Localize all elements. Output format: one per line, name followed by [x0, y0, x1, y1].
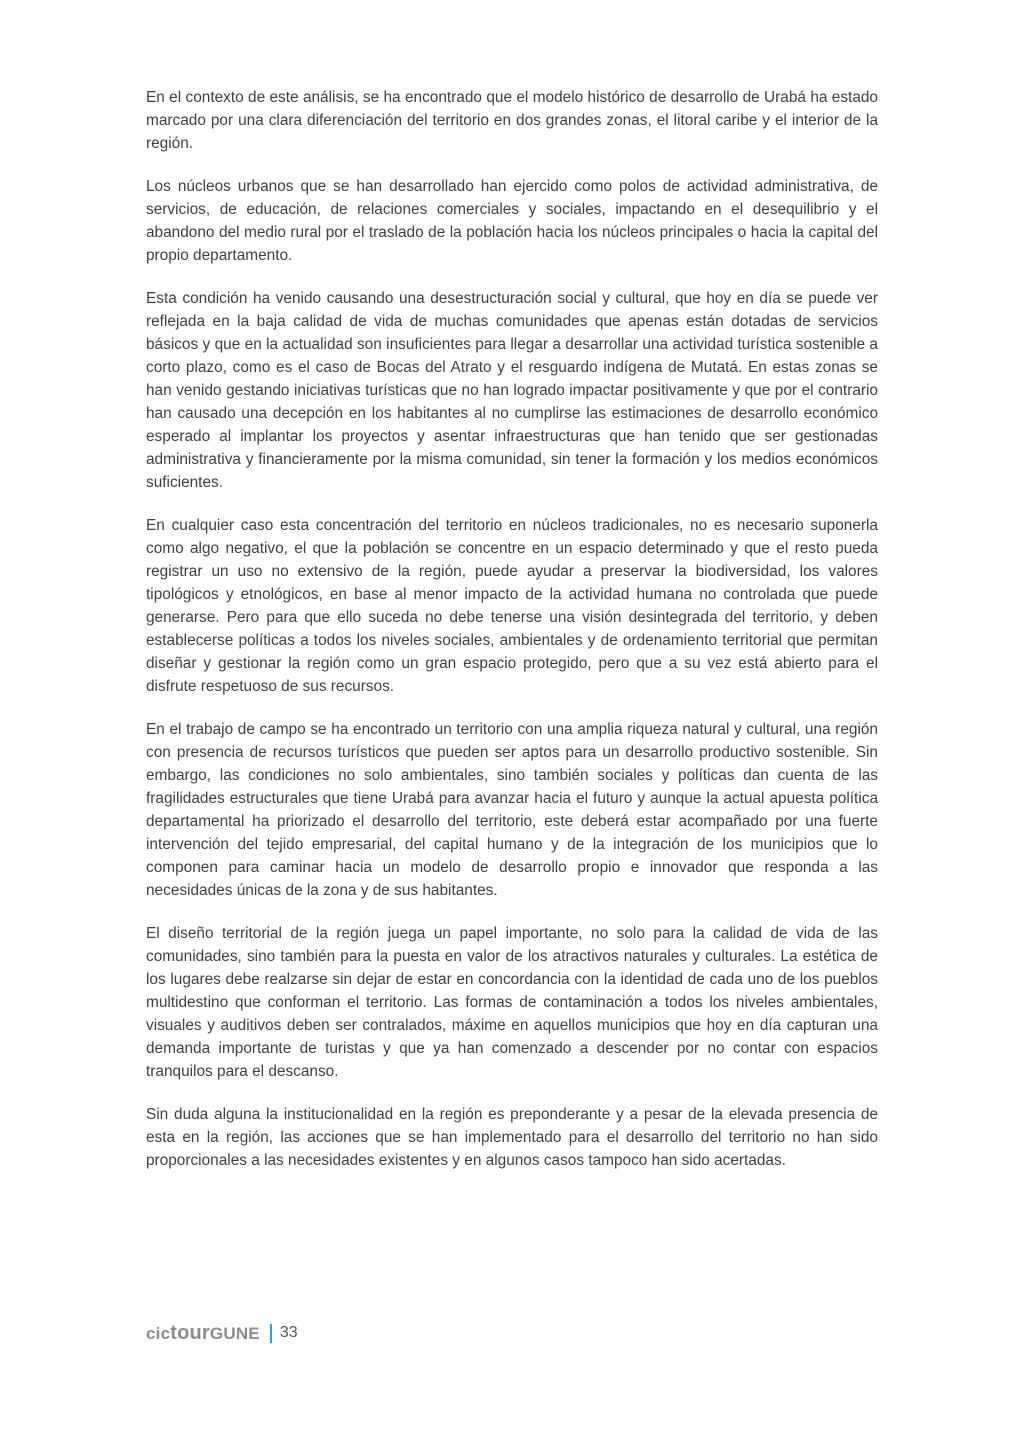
paragraph-6: El diseño territorial de la región juega un papel importante, no solo para la calidad de vida de las comunidades, sino también para la puesta en valor de los atractivos naturales y culturales. La estética de los lugares debe realzarse sin dejar de estar en concordancia con la identidad de cada uno de los pueblos multidestino que conforman el territorio. Las formas de contaminación a todos los niveles ambientales, visuales y auditivos deben ser contralados, máxime en aquellos municipios que hoy en día capturan una demanda importante de turistas y que ya han comenzado a descender por no contar con espacios tranquilos para el descanso. [146, 925, 878, 1080]
logo-suffix: GUNE [209, 1323, 260, 1343]
paragraph-5: En el trabajo de campo se ha encontrado un territorio con una amplia riqueza natural y cultural, una región con presencia de recursos turísticos que pueden ser aptos para un desarrollo productivo sostenible. Sin embargo, las condiciones no solo ambientales, sino también sociales y políticas dan cuenta de las fragilidades estructurales que tiene Urabá para avanzar hacia el futuro y aunque la actual apuesta política departamental ha priorizado el desarrollo del territorio, este deberá estar acompañado por una fuerte intervención del tejido empresarial, del capital humano y de la integración de los municipios que lo componen para caminar hacia un modelo de desarrollo propio e innovador que responda a las necesidades únicas de la zona y de sus habitantes. [146, 721, 878, 899]
paragraph-1: En el contexto de este análisis, se ha encontrado que el modelo histórico de desarrollo de Urabá ha estado marcado por una clara diferenciación del territorio en dos grandes zonas, el litoral caribe y el interior de la región. [146, 89, 878, 152]
logo-prefix: cic [146, 1323, 171, 1343]
paragraph-3: Esta condición ha venido causando una desestructuración social y cultural, que hoy en día se puede ver reflejada en la baja calidad de vida de muchas comunidades que apenas están dotadas de servicios básicos y que en la actualidad son insuficientes para llegar a desarrollar una actividad turística sostenible a corto plazo, como es el caso de Bocas del Atrato y el resguardo indígena de Mutatá. En estas zonas se han venido gestando iniciativas turísticas que no han logrado impactar positivamente y que por el contrario han causado una decepción en los habitantes al no cumplirse las estimaciones de desarrollo económico esperado al implantar los proyectos y asentar infraestructuras que han tenido que ser gestionadas administrativa y financieramente por la misma comunidad, sin tener la formación y los medios económicos suficientes. [146, 290, 878, 491]
body-text [146, 86, 878, 1192]
page-footer [146, 1321, 298, 1345]
footer-separator [270, 1324, 272, 1343]
logo-word: tour [170, 1321, 210, 1344]
page-number: 33 [279, 1324, 298, 1341]
paragraph-7: Sin duda alguna la institucionalidad en la región es preponderante y a pesar de la elevada presencia de esta en la región, las acciones que se han implementado para el desarrollo del territorio no han sido proporcionales a las necesidades existentes y en algunos casos tampoco han sido acertadas. [146, 1106, 878, 1169]
paragraph-2: Los núcleos urbanos que se han desarrollado han ejercido como polos de actividad administrativa, de servicios, de educación, de relaciones comerciales y sociales, impactando en el desequilibrio y el abandono del medio rural por el traslado de la población hacia los núcleos principales o hacia la capital del propio departamento. [146, 178, 878, 264]
paragraph-4: En cualquier caso esta concentración del territorio en núcleos tradicionales, no es necesario suponerla como algo negativo, el que la población se concentre en un espacio determinado y que el resto pueda registrar un uso no extensivo de la región, puede ayudar a preservar la biodiversidad, los valores tipológicos y etnológicos, en base al menor impacto de la actividad humana no controlada que puede generarse. Pero para que ello suceda no debe tenerse una visión desintegrada del territorio, y deben establecerse políticas a todos los niveles sociales, ambientales y de ordenamiento territorial que permitan diseñar y gestionar la región como un gran espacio protegido, pero que a su vez está abierto para el disfrute respetuoso de sus recursos. [146, 517, 878, 695]
cictourgune-logo [146, 1322, 260, 1345]
